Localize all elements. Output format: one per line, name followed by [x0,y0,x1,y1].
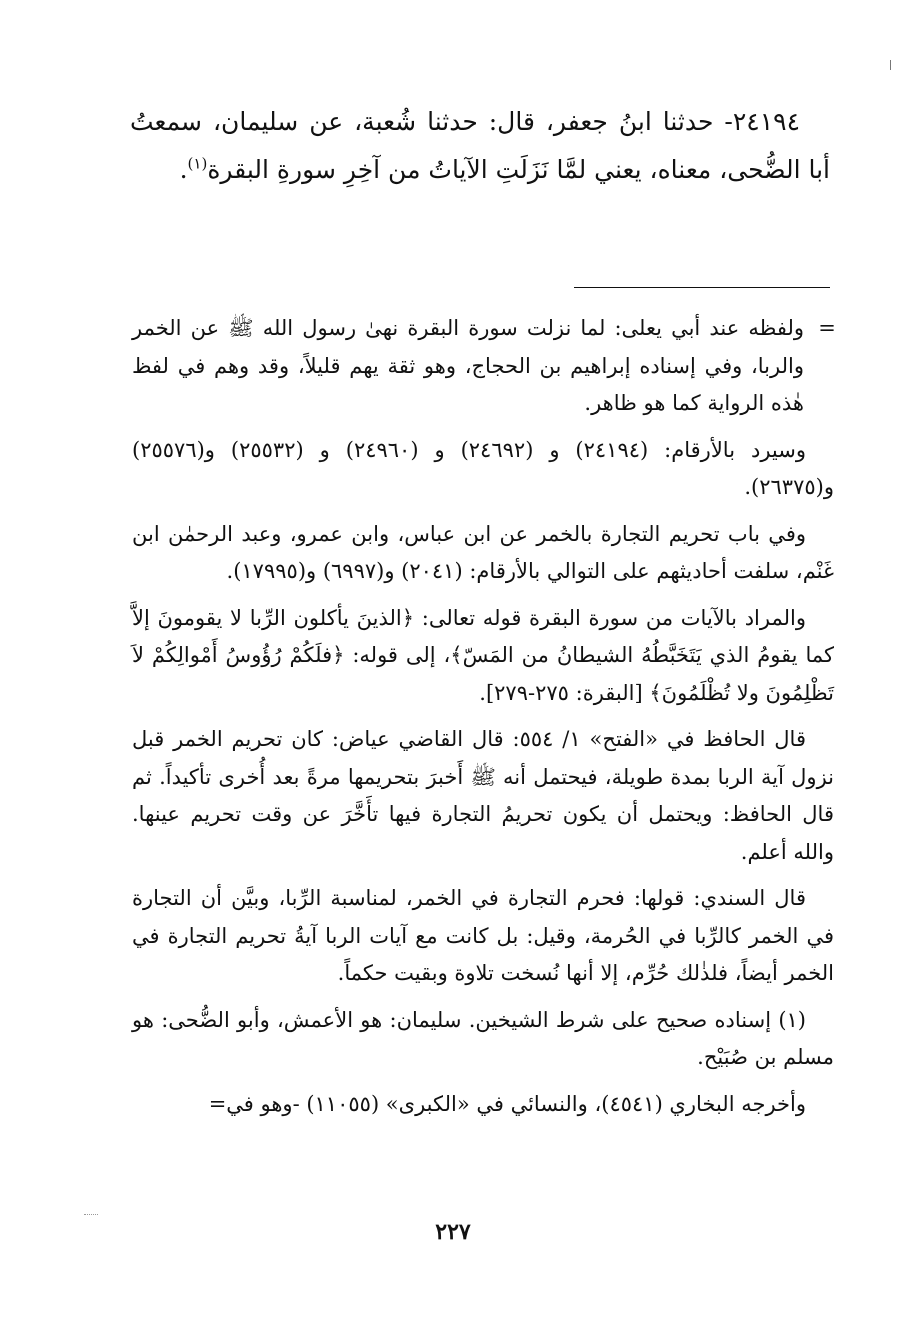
footnote-separator [574,287,830,288]
hadith-body: ٢٤١٩٤- حدثنا ابنُ جعفر، قال: حدثنا شُعبة، عن سليمان، سمعتُ أبا الضُّحى، معناه، يعني لمَّا نَزَلَتِ الآياتُ من آخِرِ سورةِ البقرة [130,107,830,184]
hadith-paragraph [130,98,830,194]
continuation-mark: = [818,316,836,340]
footnote-1-continued: وأخرجه البخاري (٤٥٤١)، والنسائي في «الكبرى» (١١٠٥٥) -وهو في= [208,1091,806,1116]
hadith-text [130,98,830,194]
footnotes [132,310,834,1132]
note-paragraph: وسيرد بالأرقام: (٢٤١٩٤) و (٢٤٦٩٢) و (٢٤٩٦٠) و (٢٥٥٣٢) و(٢٥٥٧٦) و(٢٦٣٧٥). [132,437,834,499]
footnote-reference: (١) [187,154,208,173]
note-paragraph: ولفظه عند أبي يعلى: لما نزلت سورة البقرة نهىٰ رسول الله ﷺ عن الخمر والربا، وفي إسناده إبراهيم بن الحجاج، وهو ثقة يهم قليلاً، وقد وهم في لفظ هٰذه الرواية كما هو ظاهر. [132,316,804,415]
note-paragraph: وفي باب تحريم التجارة بالخمر عن ابن عباس، وابن عمرو، وعبد الرحمٰن ابن غَنْم، سلفت أحاديثهم على التوالي بالأرقام: (٢٠٤١) و(٦٩٩٧) و(١٧٩٩٥). [132,521,834,583]
hadith-end: . [179,155,188,184]
note-paragraph: والمراد بالآيات من سورة البقرة قوله تعالى: ﴿الذينَ يأكلون الرِّبا لا يقومونَ إلاَّ كما يقومُ الذي يَتَخَبَّطُهُ الشيطانُ من المَسّ﴾، إلى قوله: ﴿فلَكُمْ رُؤُوسُ أَمْوالِكُمْ لاَ تَظْلِمُونَ ولا تُظْلَمُونَ﴾ [البقرة: ٢٧٥-٢٧٩]. [132,605,834,705]
page-number: ٢٢٧ [435,1219,471,1245]
note-paragraph: قال السندي: قولها: فحرم التجارة في الخمر، لمناسبة الرِّبا، وبيَّن أن التجارة في الخمر كالرِّبا في الحُرمة، وقيل: بل كانت مع آيات الربا آيةُ تحريم التجارة في الخمر أيضاً، فلذٰلك حُرِّم، إلا أنها نُسخت تلاوة وبقيت حكماً. [132,886,834,985]
scan-mark [890,60,891,70]
note-paragraph: قال الحافظ في «الفتح» ١/ ٥٥٤: قال القاضي عياض: كان تحريم الخمر قبل نزول آية الربا بمدة طويلة، فيحتمل أنه ﷺ أَخبرَ بتحريمها مرةً بعد أُخرى تأكيداً. ثم قال الحافظ: ويحتمل أن يكون تحريمُ التجارة فيها تأَخَّرَ عن وقت تحريم عينها. والله أعلم. [132,727,834,864]
footnote-1: (١) إسناده صحيح على شرط الشيخين. سليمان: هو الأعمش، وأبو الضُّحى: هو مسلم بن صُبَيْح. [132,1007,834,1069]
edge-dots [84,1214,98,1215]
